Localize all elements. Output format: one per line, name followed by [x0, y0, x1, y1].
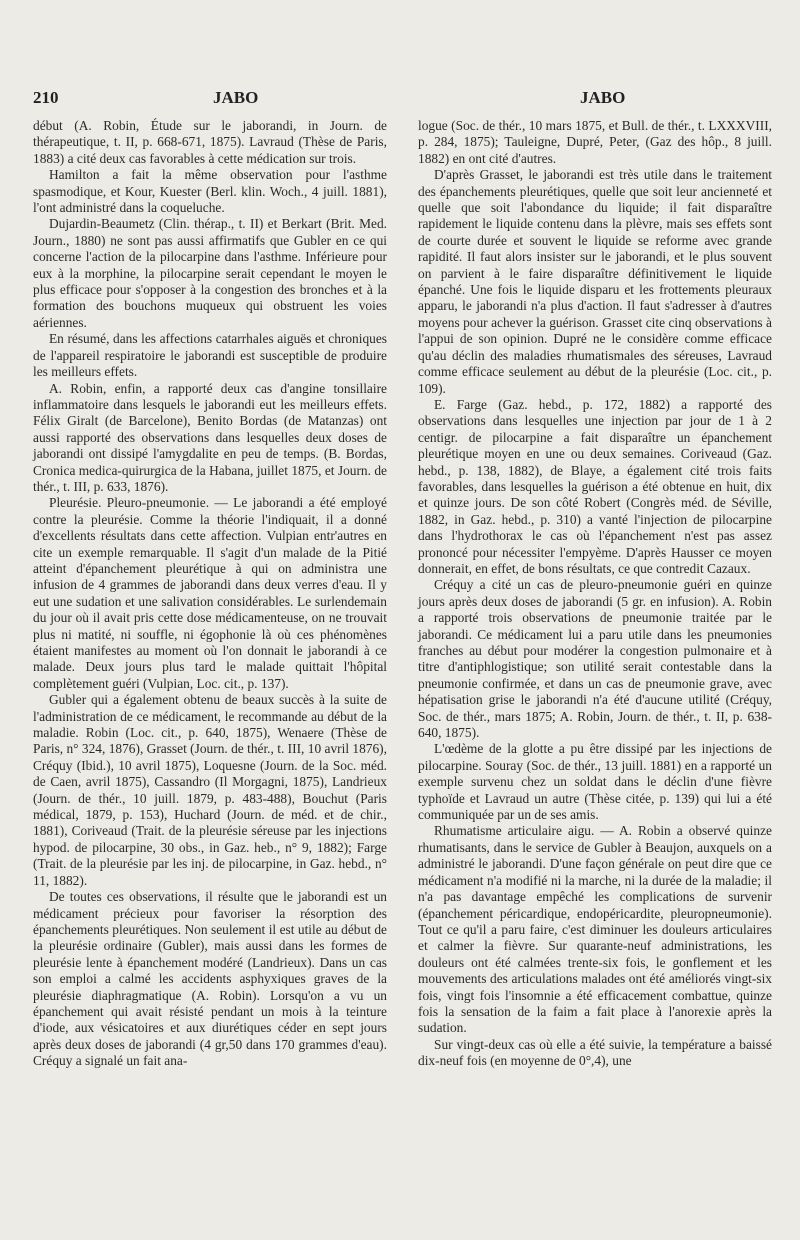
paragraph: L'œdème de la glotte a pu être dissipé par les injections de pilocarpine. Souray (Soc. de thér., 13 juill. 1881) en a rapporté un exemple survenu chez un soldat dans le déclin d'une fièvre typhoïde et Lavraud un autre (Thèse citée, p. 139) qui lui a été communiquée par un de ses amis.	[418, 741, 772, 823]
paragraph: Sur vingt-deux cas où elle a été suivie, la température a baissé dix-neuf fois (en moyenne de 0°,4), une	[418, 1036, 772, 1069]
paragraph: En résumé, dans les affections catarrhales aiguës et chroniques de l'appareil respiratoire le jaborandi est susceptible de produire les meilleurs effets.	[33, 331, 387, 380]
paragraph: D'après Grasset, le jaborandi est très utile dans le traitement des épanchements pleurétiques, quelle que soit leur ancienneté et quelle que soit l'abondance du liquide; il fait disparaître rapidement le liquide contenu dans la plèvre, mais ses effets sont de courte durée et souvent le liquide se reforme avec grande rapidité. Il faut alors insister sur le jaborandi, et le plus souvent on parvient à le faire disparaître définitivement le liquide épanché. Une fois le liquide disparu et les frottements pleuraux apparu, le jaborandi n'a plus d'action. Il faut s'adresser à d'autres moyens pour achever la guérison. Grasset cite cinq observations à l'appui de son opinion. Dupré ne le considère comme efficace qu'au déclin des maladies rhumatismales des séreuses, Lavraud comme efficace seulement au début de la pleurésie (Loc. cit., p. 109).	[418, 167, 772, 396]
paragraph: Rhumatisme articulaire aigu. — A. Robin a observé quinze rhumatisants, dans le service de Gubler à Beaujon, auxquels on a administré le jaborandi. D'une façon générale on peut dire que ce médicament n'a modifié ni la marche, ni la durée de la maladie; il n'a pas davantage empêché les complications de survenir (épanchement péricardique, endopéricardite, pleuropneumonie). Tout ce qu'il a paru faire, c'est diminuer les douleurs articulaires et calmer la fièvre. Sur quarante-neuf administrations, les douleurs ont été calmées trente-six fois, le gonflement et les mouvements des articulations malades ont été améliorés vingt-six fois, vingt fois l'insomnie a été efficacement combattue, quinze fois la sensation de la faim a fait place à l'anorexie après la sudation.	[418, 823, 772, 1036]
paragraph: De toutes ces observations, il résulte que le jaborandi est un médicament précieux pour favoriser la résorption des épanchements pleurétiques. Non seulement il est utile au début de la pleurésie ordinaire (Gubler), mais aussi dans les formes de pleurésie lente à épanchement modéré (Landrieux). Dans un cas son emploi a calmé les accidents asphyxiques graves de la pleurésie diaphragmatique (A. Robin). Lorsqu'on a vu un épanchement qui avait résisté pendant un mois à la teinture d'iode, aux vésicatoires et aux diurétiques céder en sept jours après deux doses de jaborandi (4 gr,50 dans 170 grammes d'eau). Créquy a signalé un fait ana-	[33, 889, 387, 1069]
left-column	[33, 118, 387, 1070]
page-header	[0, 88, 800, 110]
paragraph: A. Robin, enfin, a rapporté deux cas d'angine tonsillaire inflammatoire dans lesquels le jaborandi eut les meilleurs effets. Félix Giralt (de Barcelone), Benito Bordas (de Matanzas) ont aussi rapporté des observations dans lesquelles deux doses de jaborandi ont dissipé l'amygdalite en peu de temps. (B. Bordas, Cronica medica-quirurgica de la Habana, juillet 1875, et Journ. de thér., t. III, p. 633, 1876).	[33, 380, 387, 494]
paragraph: Hamilton a fait la même observation pour l'asthme spasmodique, et Kour, Kuester (Berl. klin. Woch., 4 juill. 1881), l'ont administré dans la coqueluche.	[33, 167, 387, 216]
paragraph: début (A. Robin, Étude sur le jaborandi, in Journ. de thérapeutique, t. II, p. 668-671, 1875). Lavraud (Thèse de Paris, 1883) a cité deux cas favorables à cette médication sur trois.	[33, 118, 387, 166]
paragraph: Pleurésie. Pleuro-pneumonie. — Le jaborandi a été employé contre la pleurésie. Comme la théorie l'indiquait, il a donné d'excellents résultats dans cette affection. Vulpian entr'autres en cite un exemple remarquable. Il s'agit d'un malade de la Pitié atteint d'épanchement pleurétique à qui on administra une infusion de 4 grammes de jaborandi dans deux verres d'eau. Il y eut une sudation et une salivation considérables. Le surlendemain du jour où il avait pris cette dose médicamenteuse, on ne trouvait plus ni matité, ni souffle, ni égophonie là où ces phénomènes étaient manifestes au moment où l'on donnait le jaborandi à ce malade. Deux jours plus tard le malade quittait l'hôpital complètement guéri (Vulpian, Loc. cit., p. 137).	[33, 495, 387, 691]
paragraph: Gubler qui a également obtenu de beaux succès à la suite de l'administration de ce médicament, le recommande au début de la maladie. Robin (Loc. cit., p. 640, 1875), Wenaere (Thèse de Paris, n° 324, 1876), Grasset (Journ. de thér., t. III, 10 avril 1876), Créquy (Ibid.), 10 avril 1875), Loquesne (Journ. de la Soc. méd. de Caen, avril 1875), Cassandro (Il Morgagni, 1875), Landrieux (Journ. de thér., 10 juill. 1879, p. 483-488), Bouchut (Paris médical, 1879, p. 153), Huchard (Journ. de méd. et de chir., 1881), Coriveaud (Trait. de la pleurésie séreuse par les injections hypod. de pilocarpine, 30 obs., in Gaz. heb., n° 9, 1882); Farge (Trait. de la pleurésie par les inj. de pilocarpine, in Gaz. hebd., n° 11, 1882).	[33, 692, 387, 888]
paragraph: Dujardin-Beaumetz (Clin. thérap., t. II) et Berkart (Brit. Med. Journ., 1880) ne sont pas aussi affirmatifs que Gubler en ce qui concerne l'action de la pilocarpine dans l'asthme. Inférieure pour eux à la morphine, la pilocarpine serait cependant le moyen le plus efficace pour s'opposer à la congestion des bronches et à la formation des bouchons muqueux qui obstruent les voies aériennes.	[33, 216, 387, 330]
paragraph: E. Farge (Gaz. hebd., p. 172, 1882) a rapporté des observations dans lesquelles une injection par jour de 1 à 2 centigr. de pilocarpine a fait disparaître un épanchement pleurétique moyen en une ou deux semaines. Coriveaud (Gaz. hebd., p. 138, 1882), de Blaye, a également cité trois faits favorables, dans lesquelles la guérison a été obtenue en huit, dix et quinze jours. De son côté Robert (Congrès méd. de Séville, 1882, in Gaz. hebd., p. 310) a vanté l'injection de pilocarpine dans l'hydrothorax le cas où l'épanchement n'est pas assez prononcé pour nécessiter l'empyème. D'après Hausser ce moyen donnerait, en effet, de bons résultats, ce que contredit Cazaux.	[418, 396, 772, 576]
running-title-left: JABO	[213, 88, 259, 107]
paragraph: logue (Soc. de thér., 10 mars 1875, et Bull. de thér., t. LXXXVIII, p. 284, 1875); Tauleigne, Dupré, Peter, (Gaz des hôp., 8 juill. 1882) en ont cité d'autres.	[418, 118, 772, 166]
right-column	[418, 118, 772, 1070]
paragraph: Créquy a cité un cas de pleuro-pneumonie guéri en quinze jours après deux doses de jaborandi (5 gr. en infusion). A. Robin a rapporté trois observations de pneumonie traitée par le jaborandi. Ce médicament lui a paru utile dans les pneumonies franches au début pour modérer la congestion pulmonaire et à titre d'antiphlogistique; son utilité serait contestable dans la pneumonie confirmée, et dans un cas de pneumonie grave, avec hépatisation grise le jaborandi n'a été d'aucune utilité (Créquy, Soc. de thér., mars 1875; A. Robin, Journ. de thér., t. II, p. 638-640, 1875).	[418, 577, 772, 741]
page-number: 210	[33, 88, 59, 107]
running-title-right: JABO	[580, 88, 626, 107]
